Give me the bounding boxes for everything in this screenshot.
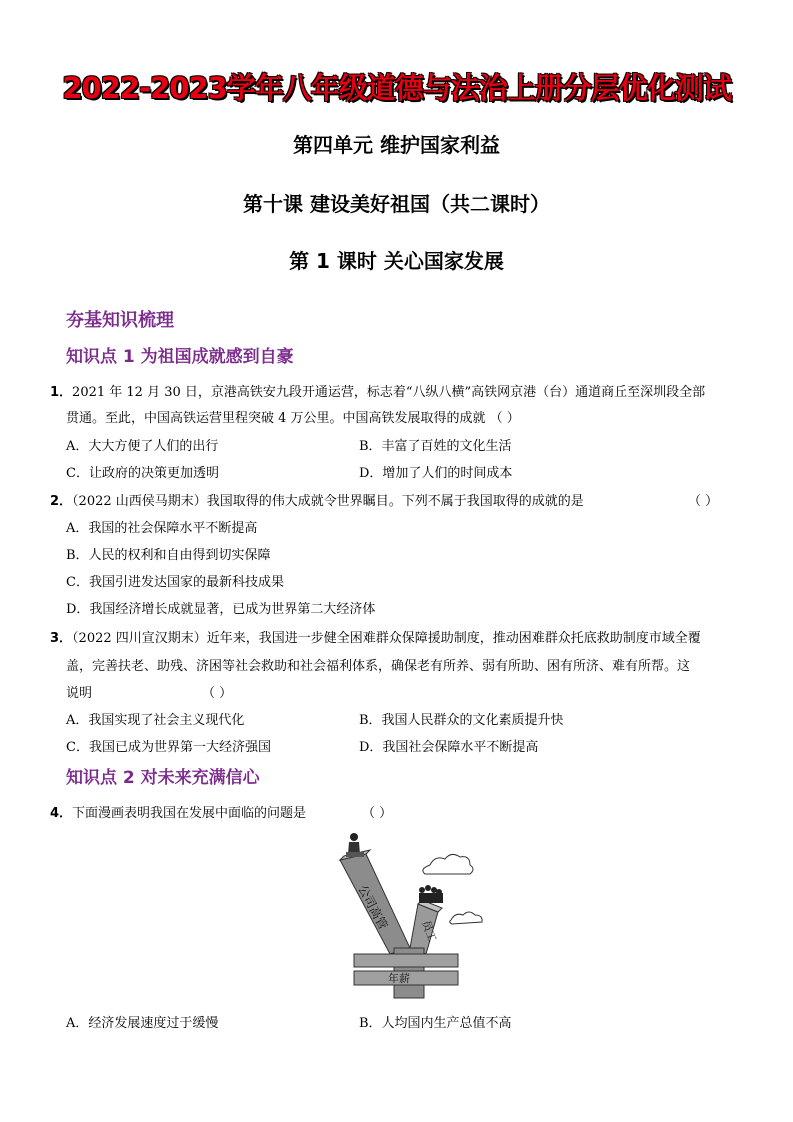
option-d: D．我国经济增长成就显著，已成为世界第二大经济体 — [66, 602, 376, 617]
question-1 — [50, 380, 750, 406]
question-text: （2022 山西侯马期末）我国取得的伟大成就令世界瞩目。下列不属于我国取得的成就的是 — [72, 494, 584, 509]
lesson-title: 第十课 建设美好祖国（共二课时） — [243, 192, 550, 216]
option-b: B．人均国内生产总值不高 — [359, 1016, 512, 1031]
question-number: 3． — [50, 631, 73, 646]
label-executive: 公司高管 — [355, 882, 391, 932]
option-a: A．经济发展速度过于缓慢 — [66, 1016, 219, 1031]
answer-paren: （ ） — [362, 806, 393, 821]
option-c: C．我国引进发达国家的最新科技成果 — [66, 575, 284, 590]
option-c: C．让政府的决策更加透明 — [66, 466, 219, 481]
cartoon-image — [318, 830, 496, 1000]
option-a: A．我国实现了社会主义现代化 — [66, 713, 245, 728]
label-salary: 年薪 — [388, 972, 410, 985]
unit-title: 第四单元 维护国家利益 — [293, 133, 500, 157]
answer-paren: （ ） — [202, 686, 233, 701]
option-c: C．我国已成为世界第一大经济强国 — [66, 740, 271, 755]
question-1-line2: 贯通。至此，中国高铁运营里程突破 4 万公里。中国高铁发展取得的成就 （ ） — [66, 411, 520, 426]
question-3-line2: 盖，完善扶老、助残、济困等社会救助和社会福利体系，确保老有所养、弱有所助、困有所济、难有所帮。这 — [66, 659, 691, 674]
period-title: 第 1 课时 关心国家发展 — [289, 249, 504, 273]
question-text: （2022 四川宣汉期末）近年来，我国进一步健全困难群众保障援助制度，推动困难群众托底救助制度市域全覆 — [72, 631, 701, 646]
option-a: A．大大方便了人们的出行 — [66, 439, 219, 454]
question-3-line3 — [66, 681, 756, 707]
option-d: D．我国社会保障水平不断提高 — [359, 740, 539, 755]
question-number: 1． — [50, 385, 73, 400]
option-a: A．我国的社会保障水平不断提高 — [66, 521, 258, 536]
main-title: 2022-2023学年八年级道德与法治上册分层优化测试 — [62, 71, 731, 105]
option-b: B．我国人民群众的文化素质提升快 — [359, 713, 564, 728]
option-d: D．增加了人们的时间成本 — [359, 466, 513, 481]
question-4 — [50, 801, 750, 827]
answer-paren: （ ） — [688, 494, 719, 509]
label-employee: 员工 — [419, 918, 439, 944]
section-title: 夯基知识梳理 — [66, 310, 174, 331]
option-b: B．丰富了百姓的文化生活 — [359, 439, 512, 454]
question-number: 2． — [50, 494, 73, 509]
question-text: 2021 年 12 月 30 日，京港高铁安九段开通运营，标志着“八纵八横”高铁网京港（台）通道商丘至深圳段全部 — [72, 385, 706, 400]
knowledge-point-1: 知识点 1 为祖国成就感到自豪 — [66, 347, 294, 367]
question-text: 下面漫画表明我国在发展中面临的问题是 — [72, 806, 307, 821]
question-3 — [50, 626, 750, 652]
question-number: 4． — [50, 806, 73, 821]
option-b: B．人民的权利和自由得到切实保障 — [66, 548, 271, 563]
question-2 — [50, 489, 750, 515]
knowledge-point-2: 知识点 2 对未来充满信心 — [66, 768, 260, 788]
question-text: 说明 — [66, 686, 93, 701]
